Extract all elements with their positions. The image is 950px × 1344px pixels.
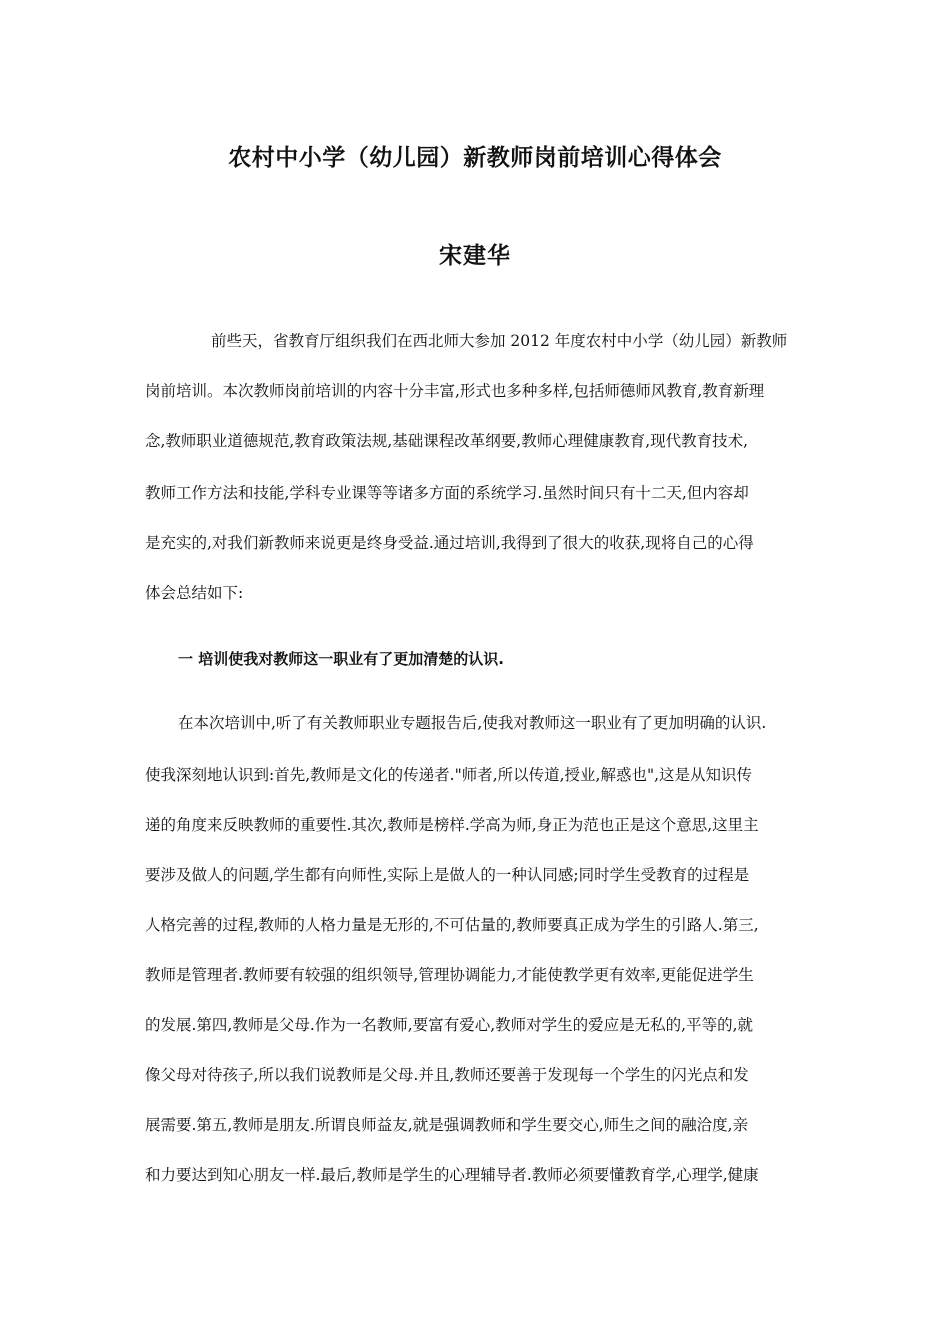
- document-title: 农村中小学（幼儿园）新教师岗前培训心得体会: [228, 145, 722, 171]
- paragraph2-line: 使我深刻地认识到:首先,教师是文化的传递者."师者,所以传道,授业,解惑也",这是从知识传: [145, 766, 753, 784]
- paragraph1-line: 岗前培训。本次教师岗前培训的内容十分丰富,形式也多种多样,包括师德师风教育,教育新理: [145, 382, 765, 400]
- paragraph2-line: 在本次培训中,听了有关教师职业专题报告后,使我对教师这一职业有了更加明确的认识.: [178, 714, 767, 732]
- paragraph1-line: 前些天，省教育厅组织我们在西北师大参加 2012 年度农村中小学（幼儿园）新教师: [211, 332, 788, 350]
- paragraph2-line: 展需要.第五,教师是朋友.所谓良师益友,就是强调教师和学生要交心,师生之间的融洽度,亲: [145, 1116, 749, 1134]
- paragraph2-line: 递的角度来反映教师的重要性.其次,教师是榜样.学高为师,身正为范也正是这个意思,这里主: [145, 816, 759, 834]
- paragraph1-line: 念,教师职业道德规范,教育政策法规,基础课程改革纲要,教师心理健康教育,现代教育技术,: [145, 432, 749, 450]
- paragraph1-line: 是充实的,对我们新教师来说更是终身受益.通过培训,我得到了很大的收获,现将自己的心得: [145, 534, 754, 552]
- paragraph2-line: 像父母对待孩子,所以我们说教师是父母.并且,教师还要善于发现每一个学生的闪光点和发: [145, 1066, 749, 1084]
- paragraph1-line: 体会总结如下:: [145, 584, 244, 602]
- paragraph2-line: 的发展.第四,教师是父母.作为一名教师,要富有爱心,教师对学生的爱应是无私的,平等的,就: [145, 1016, 753, 1034]
- paragraph1-line: 教师工作方法和技能,学科专业课等等诸多方面的系统学习.虽然时间只有十二天,但内容却: [145, 484, 749, 502]
- paragraph2-line: 人格完善的过程,教师的人格力量是无形的,不可估量的,教师要真正成为学生的引路人.第三,: [145, 916, 759, 934]
- document-author: 宋建华: [439, 243, 511, 269]
- section-heading: 一 培训使我对教师这一职业有了更加清楚的认识.: [178, 650, 504, 668]
- paragraph2-line: 教师是管理者.教师要有较强的组织领导,管理协调能力,才能使教学更有效率,更能促进学生: [145, 966, 754, 984]
- paragraph2-line: 和力要达到知心朋友一样.最后,教师是学生的心理辅导者.教师必须要懂教育学,心理学,健康: [145, 1166, 759, 1184]
- paragraph2-line: 要涉及做人的问题,学生都有向师性,实际上是做人的一种认同感;同时学生受教育的过程是: [145, 866, 750, 884]
